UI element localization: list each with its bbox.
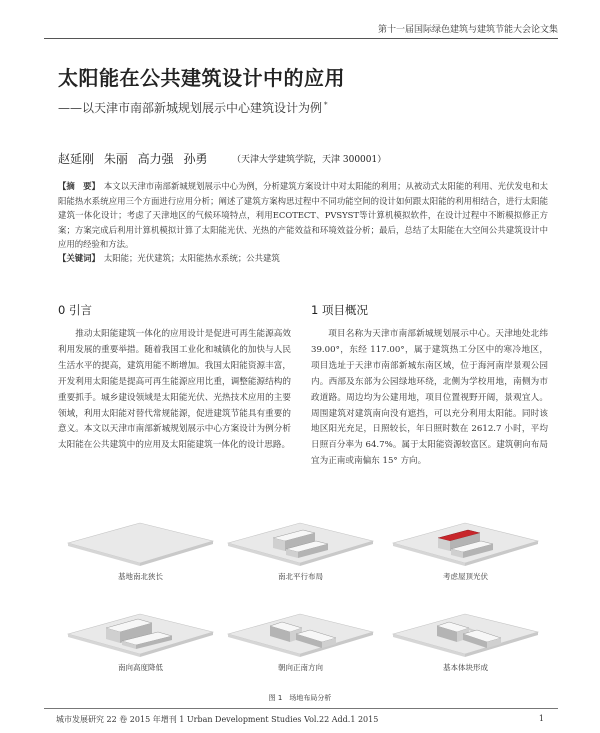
subtitle-footnote-mark: *	[324, 101, 328, 109]
site-diagram-5-caption: 朝向正南方向	[278, 663, 323, 672]
abstract-label: 【摘 要】	[58, 181, 100, 191]
intro-body	[58, 327, 291, 454]
section-title-overview: 1 项目概况	[311, 303, 368, 317]
site-diagram-2	[218, 513, 383, 599]
site-diagram-1-caption: 基地南北狭长	[118, 572, 163, 581]
keywords-label: 【关键词】	[58, 253, 100, 263]
page-number: 1	[538, 714, 544, 723]
figure-caption: 图 1 场地布局分析	[268, 694, 332, 702]
header-rule	[44, 38, 558, 39]
site-diagram-3-caption: 考虑屋顶光伏	[443, 572, 488, 581]
site-diagram-5	[218, 604, 383, 690]
site-diagram-6	[383, 604, 548, 690]
intro-paragraph: 推动太阳能建筑一体化的应用设计是促进可再生能源高效利用发展的重要举措。随着我国工业化和城镇化的加快与人民生活水平的提高，建筑用能不断增加。我国太阳能资源丰富，开发利用太阳能是提高可再生能源应用比重，调整能源结构的重要抓手。城乡建设领域是太阳能光伏、光热技术应用的主要领域，利用太阳能对替代常规能源，促进建筑节能具有重要的意义。本文以天津市南部新城规划展示中心方案设计为例分析太阳能在公共建筑中的应用及太阳能建筑一体化的设计思路。	[58, 329, 291, 451]
keywords	[58, 252, 548, 264]
overview-body	[311, 327, 548, 470]
site-diagram-1	[58, 513, 223, 599]
footer-rule	[44, 708, 558, 709]
running-header: 第十一届国际绿色建筑与建筑节能大会论文集	[377, 25, 558, 35]
subtitle-text: ——以天津市南部新城规划展示中心建筑设计为例	[58, 101, 323, 115]
section-title-intro: 0 引言	[58, 303, 92, 317]
keywords-text: 太阳能；光伏建筑；太阳能热水系统；公共建筑	[103, 253, 280, 263]
author-affiliation: （天津大学建筑学院，天津 300001）	[232, 155, 387, 165]
site-diagram-2-caption: 南北平行布局	[278, 572, 323, 581]
site-diagram-4-caption: 南向高度降低	[118, 663, 163, 672]
overview-paragraph: 项目名称为天津市南部新城规划展示中心。天津地处北纬 39.00°，东经 117.00°，属于建筑热工分区中的寒冷地区，项目选址于天津市南部新城东南区域，位于海河南岸景观公园内。西部及东部为公园绿地环绕，北侧为学校用地，南侧为市政道路。周边均为公建用地，项目位置视野开阔，景观宜人。周围建筑对建筑南向没有遮挡，可以充分利用太阳能。同时该地区阳光充足，日照较长，年日照时数在 2612.7 小时，平均日照百分率为 64.7%。属于太阳能资源较富区。建筑朝向布局宜为正南或南偏东 15° 方向。	[311, 329, 548, 467]
site-diagram-6-caption: 基本体块形成	[443, 663, 488, 672]
abstract	[58, 179, 548, 252]
abstract-text: 本文以天津市南部新城规划展示中心为例，分析建筑方案设计中对太阳能的利用；从被动式太阳能的利用、光伏发电和太阳能热水系统应用三个方面进行应用分析；阐述了建筑方案构思过程中不同功能空间的设计如何跟太阳能的利用相结合，进行太阳能建筑一体化设计；考虑了天津地区的气候环境特点，利用ECOTECT、PVSYST等计算机模拟软件，在设计过程中不断模拟修正方案；方案完成后利用计算机模拟计算了太阳能光伏、光热的产能效益和环境效益分析；最后，总结了太阳能在大空间公共建筑设计中应用的经验和方法。	[58, 181, 549, 250]
site-diagram-4	[58, 604, 223, 690]
journal-footer: 城市发展研究 22 卷 2015 年增刊 1 Urban Development Studies Vol.22 Add.1 2015	[56, 715, 379, 724]
author-list: 赵延刚 朱丽 高力强 孙勇	[58, 152, 208, 166]
site-diagram-3	[383, 513, 548, 599]
article-title: 太阳能在公共建筑设计中的应用	[58, 66, 345, 90]
article-subtitle	[58, 99, 328, 116]
